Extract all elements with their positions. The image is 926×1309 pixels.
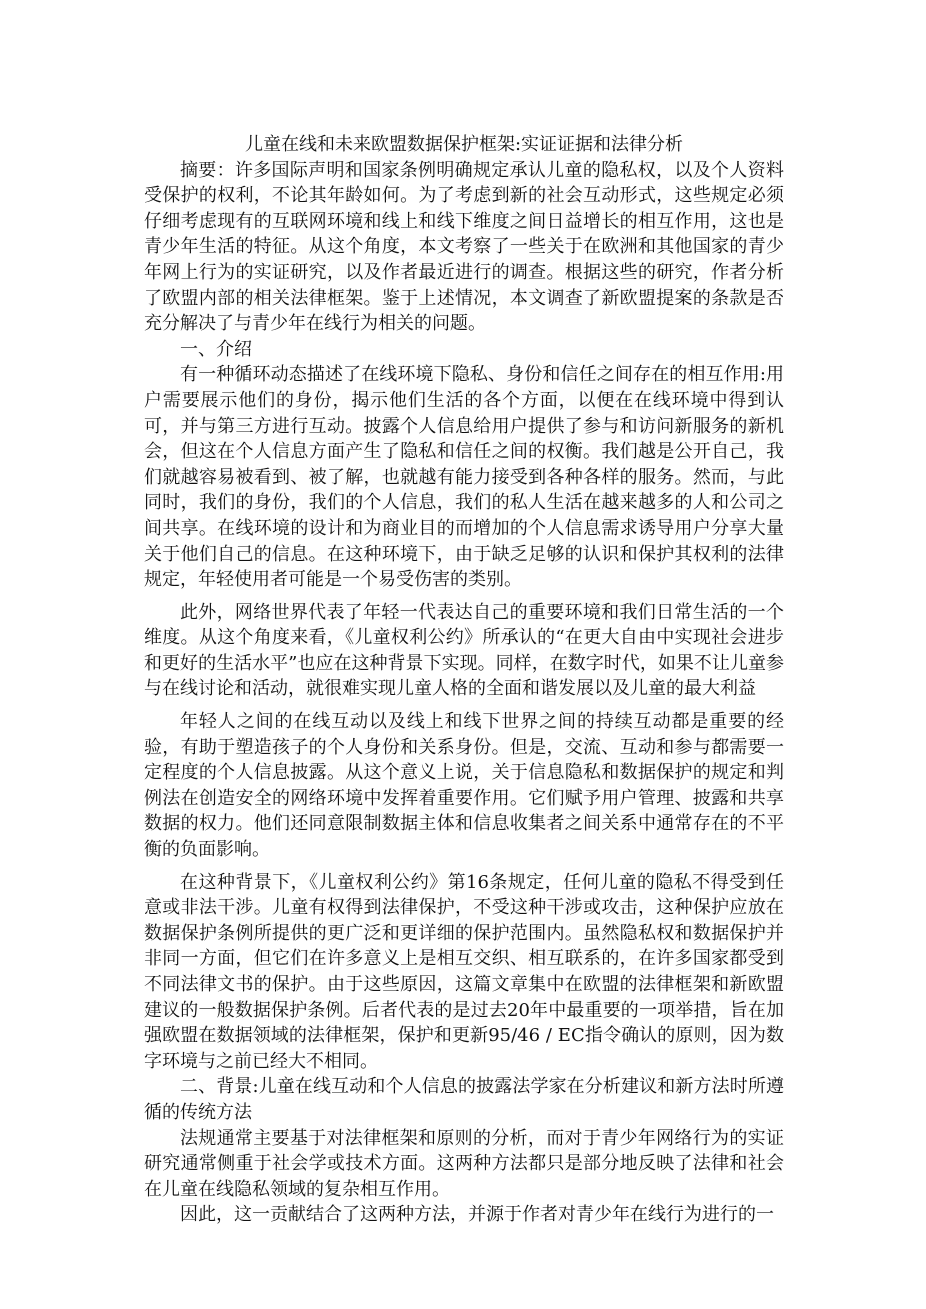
abstract-paragraph: 摘要：许多国际声明和国家条例明确规定承认儿童的隐私权，以及个人资料受保护的权利，不论其年龄如何。为了考虑到新的社会互动形式，这些规定必须仔细考虑现有的互联网环境和线上和线下维度之间日益增长的相互作用，这也是青少年生活的特征。从这个角度，本文考察了一些关于在欧洲和其他国家的青少年网上行为的实证研究，以及作者最近进行的调查。根据这些的研究，作者分析了欧盟内部的相关法律框架。鉴于上述情况，本文调查了新欧盟提案的条款是否充分解决了与青少年在线行为相关的问题。 [144, 159, 784, 335]
section-heading-introduction: 一、介绍 [180, 338, 252, 360]
body-paragraph: 因此，这一贡献结合了这两种方法，并源于作者对青少年在线行为进行的一 [180, 1204, 774, 1226]
body-paragraph: 法规通常主要基于对法律框架和原则的分析，而对于青少年网络行为的实证研究通常侧重于社会学或技术方面。这两种方法都只是部分地反映了法律和社会在儿童在线隐私领域的复杂相互作用。 [144, 1127, 784, 1200]
section-heading-background: 二、背景:儿童在线互动和个人信息的披露法学家在分析建议和新方法时所遵循的传统方法 [144, 1076, 784, 1123]
body-paragraph: 此外，网络世界代表了年轻一代表达自己的重要环境和我们日常生活的一个维度。从这个角度来看，《儿童权利公约》所承认的“在更大自由中实现社会进步和更好的生活水平”也应在这种背景下实现。同样，在数字时代，如果不让儿童参与在线讨论和活动，就很难实现儿童人格的全面和谐发展以及儿童的最大利益 [144, 601, 784, 700]
body-paragraph: 有一种循环动态描述了在线环境下隐私、身份和信任之间存在的相互作用:用户需要展示他们的身份，揭示他们生活的各个方面，以便在在线环境中得到认可，并与第三方进行互动。披露个人信息给用户提供了参与和访问新服务的新机会，但这在个人信息方面产生了隐私和信任之间的权衡。我们越是公开自己，我们就越容易被看到、被了解，也就越有能力接受到各种各样的服务。然而，与此同时，我们的身份，我们的个人信息，我们的私人生活在越来越多的人和公司之间共享。在线环境的设计和为商业目的而增加的个人信息需求诱导用户分享大量关于他们自己的信息。在这种环境下，由于缺乏足够的认识和保护其权利的法律规定，年轻使用者可能是一个易受伤害的类别。 [144, 364, 784, 591]
document-page [144, 132, 784, 1228]
body-paragraph: 在这种背景下，《儿童权利公约》第16条规定，任何儿童的隐私不得受到任意或非法干涉。儿童有权得到法律保护，不受这种干涉或攻击，这种保护应放在数据保护条例所提供的更广泛和更详细的保护范围内。虽然隐私权和数据保护并非同一方面，但它们在许多意义上是相互交织、相互联系的，在许多国家都受到不同法律文书的保护。由于这些原因，这篇文章集中在欧盟的法律框架和新欧盟建议的一般数据保护条例。后者代表的是过去20年中最重要的一项举措，旨在加强欧盟在数据领域的法律框架，保护和更新95/46 / EC指令确认的原则，因为数字环境与之前已经大不相同。 [144, 871, 784, 1072]
document-title: 儿童在线和未来欧盟数据保护框架:实证证据和法律分析 [244, 134, 684, 155]
body-paragraph: 年轻人之间的在线互动以及线上和线下世界之间的持续互动都是重要的经验，有助于塑造孩子的个人身份和关系身份。但是，交流、互动和参与都需要一定程度的个人信息披露。从这个意义上说，关于信息隐私和数据保护的规定和判例法在创造安全的网络环境中发挥着重要作用。它们赋予用户管理、披露和共享数据的权力。他们还同意限制数据主体和信息收集者之间关系中通常存在的不平衡的负面影响。 [144, 711, 784, 861]
